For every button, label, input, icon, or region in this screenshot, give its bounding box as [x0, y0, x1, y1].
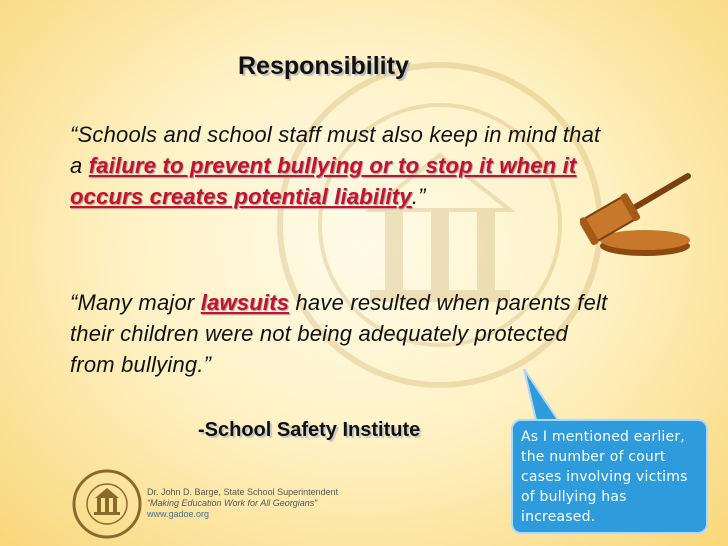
quote-liability-open: “Schools and school staff must also keep in mind that a: [70, 122, 601, 178]
footer-superintendent: Dr. John D. Barge, State School Superintendent: [147, 487, 339, 497]
department-of-education-logo: [70, 468, 144, 540]
quote-liability-highlight: failure to prevent bullying or to stop it when it occurs creates potential liability: [70, 153, 577, 209]
footer-url[interactable]: www.gadoe.org: [147, 509, 210, 519]
gavel-icon: [580, 160, 710, 260]
quote-lawsuits: [70, 287, 610, 380]
quote-lawsuits-open: “Many major: [70, 290, 201, 315]
callout-bubble: As I mentioned earlier, the number of court cases involving victims of bullying has increased.: [511, 419, 708, 534]
quote-liability: [70, 119, 610, 212]
attribution: -School Safety Institute: [198, 419, 421, 441]
slide-title: Responsibility: [238, 52, 409, 80]
quote-lawsuits-close: have resulted when parents felt their children were not being adequately protected from bullying.”: [70, 290, 608, 377]
footer-motto: “Making Education Work for All Georgians”: [147, 498, 318, 508]
quote-liability-close: .”: [411, 184, 426, 209]
footer-text: [147, 487, 338, 520]
quote-lawsuits-highlight: lawsuits: [200, 290, 290, 315]
callout-pointer: [500, 368, 570, 426]
